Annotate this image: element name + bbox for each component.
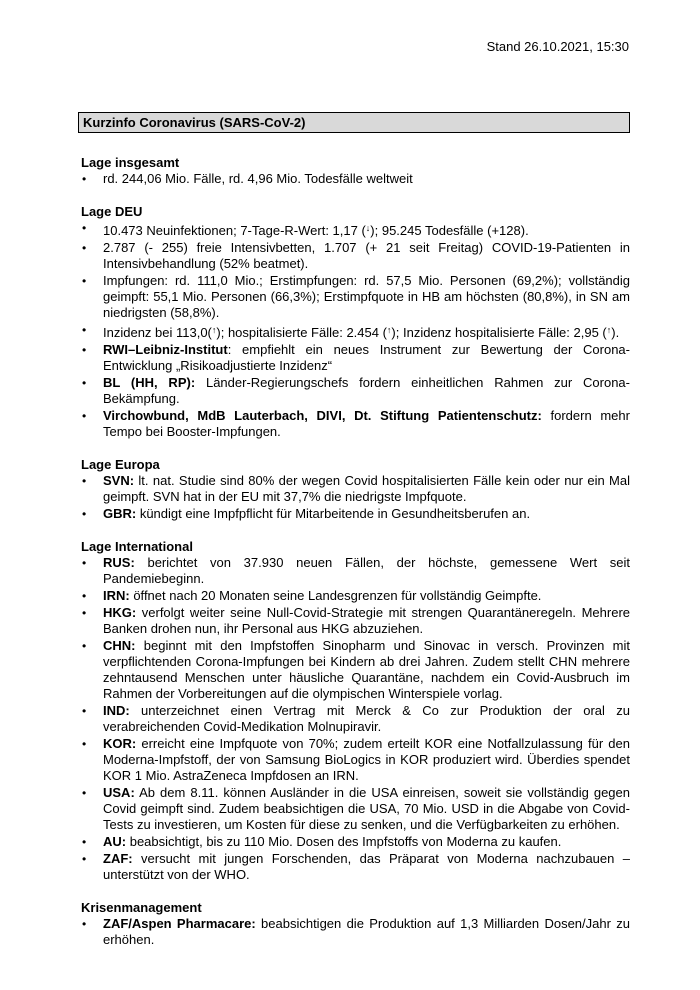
list-item [78, 322, 630, 341]
list-item [78, 588, 630, 604]
item-text: ); Inzidenz hospitalisierte Fälle: 2,95 ( [391, 325, 607, 340]
item-label: ZAF/Aspen Pharmacare: [103, 916, 256, 931]
item-label: SVN: [103, 473, 135, 488]
list-item [78, 408, 630, 440]
section-heading: Lage Europa [81, 457, 160, 472]
list-item [78, 555, 630, 587]
item-label: KOR: [103, 736, 137, 751]
item-text: fordern mehr Tempo bei Booster-Impfungen. [103, 408, 630, 439]
item-text: Ab dem 8.11. können Ausländer in die USA einreisen, soweit sie vollständig gegen Covid geimpft sind. Zudem beabsichtigen die USA, 70 Mio. USD in die Abgabe von Covid-Tests zu investieren, um Kosten für diese zu senken, und die Verfügbarkeiten zu erhöhen. [103, 785, 630, 832]
item-label: GBR: [103, 506, 137, 521]
arrow-down-icon: ↓ [365, 223, 371, 233]
section-lage-deu [78, 204, 630, 440]
bullet-list [78, 916, 630, 948]
section-lage-insgesamt [78, 155, 630, 187]
item-label: RWI–Leibniz-Institut [103, 342, 228, 357]
item-text: 10.473 Neuinfektionen; 7-Tage-R-Wert: 1,17 ( [103, 223, 366, 238]
item-label: CHN: [103, 638, 136, 653]
section-krisenmanagement [78, 900, 630, 948]
item-text: versucht mit jungen Forschenden, das Präparat von Moderna nachzubauen – unterstützt von der WHO. [103, 851, 630, 882]
item-text: : empfiehlt ein neues Instrument zur Bewertung der Corona-Entwicklung „Risikoadjustierte Inzidenz“ [103, 342, 630, 373]
bullet-list [78, 171, 630, 187]
list-item [78, 506, 630, 522]
arrow-up-icon: ↑ [211, 325, 217, 335]
item-label: Virchowbund, MdB Lauterbach, DIVI, Dt. Stiftung Patientenschutz: [103, 408, 542, 423]
list-item [78, 342, 630, 374]
bullet-list [78, 473, 630, 522]
item-text: kündigt eine Impfpflicht für Mitarbeitende in Gesundheitsberufen an. [136, 506, 531, 521]
item-label: IRN: [103, 588, 130, 603]
item-text: erreicht eine Impfquote von 70%; zudem erteilt KOR eine Notfallzulassung für den Moderna-Impfstoff, der von Samsung BioLogics in KOR produziert wird. Überdies spendet KOR 1 Mio. AstraZeneca Impfdosen an IRN. [103, 736, 630, 783]
item-text: ). [611, 325, 620, 340]
section-heading: Lage International [81, 539, 193, 554]
section-lage-europa [78, 457, 630, 522]
item-text: ); hospitalisierte Fälle: 2.454 ( [216, 325, 387, 340]
item-label: AU: [103, 834, 127, 849]
item-text: ); 95.245 Todesfälle (+128). [370, 223, 529, 238]
list-item [78, 851, 630, 883]
item-text: lt. nat. Studie sind 80% der wegen Covid hospitalisierten Fälle kein oder nur ein Mal geimpft. SVN hat in der EU mit 37,7% die niedrigste Impfquote. [103, 473, 630, 504]
section-heading: Krisenmanagement [81, 900, 202, 915]
item-text: beginnt mit den Impfstoffen Sinopharm und Sinovac in versch. Provinzen mit verpflichtenden Corona-Impfungen bei Kindern ab drei Jahren. Zudem stellt CHN mehrere zehntausend Menschen unter häusliche Quarantäne, nachdem ein Covid-Ausbruch im Rahmen der Vorbereitungen auf die olympischen Winterspiele vorlag. [103, 638, 630, 701]
item-text: öffnet nach 20 Monaten seine Landesgrenzen für vollständig Geimpfte. [129, 588, 542, 603]
document-body [78, 112, 630, 949]
document-date-stamp: Stand 26.10.2021, 15:30 [486, 39, 629, 54]
arrow-up-icon: ↑ [386, 325, 392, 335]
item-label: IND: [103, 703, 130, 718]
list-item [78, 834, 630, 850]
item-text: Länder-Regierungschefs fordern einheitlichen Rahmen zur Corona-Bekämpfung. [103, 375, 630, 406]
arrow-up-icon: ↑ [606, 325, 612, 335]
section-lage-international [78, 539, 630, 883]
item-text: beabsichtigen die Produktion auf 1,3 Milliarden Dosen/Jahr zu erhöhen. [103, 916, 630, 947]
item-text: unterzeichnet einen Vertrag mit Merck & Co zur Produktion der oral zu verabreichenden Covid-Medikation Molnupiravir. [103, 703, 630, 734]
list-item: • Impfungen: rd. 111,0 Mio.; Erstimpfungen: rd. 57,5 Mio. Personen (69,2%); vollständig geimpft: 55,1 Mio. Personen (66,3%); Erstimpfquote in HB am höchsten (80,8%), in SN am niedrigsten (58,8%). [78, 273, 630, 321]
item-label: ZAF: [103, 851, 133, 866]
list-item [78, 605, 630, 637]
item-label: USA: [103, 785, 135, 800]
list-item [78, 736, 630, 784]
item-text: berichtet von 37.930 neuen Fällen, der höchste, gemessene Wert seit Pandemiebeginn. [103, 555, 630, 586]
item-label: RUS: [103, 555, 135, 570]
list-item [78, 785, 630, 833]
list-item [78, 703, 630, 735]
bullet-list [78, 555, 630, 883]
document-title: Kurzinfo Coronavirus (SARS-CoV-2) [78, 112, 630, 133]
section-heading: Lage DEU [81, 204, 143, 219]
item-text: beabsichtigt, bis zu 110 Mio. Dosen des Impfstoffs von Moderna zu kaufen. [126, 834, 562, 849]
item-label: HKG: [103, 605, 137, 620]
bullet-list [78, 220, 630, 440]
list-item [78, 375, 630, 407]
item-text: verfolgt weiter seine Null-Covid-Strategie mit strengen Quarantäneregeln. Mehrere Banken drohen nun, ihr Personal aus HKG abzuziehen. [103, 605, 630, 636]
list-item: • rd. 244,06 Mio. Fälle, rd. 4,96 Mio. Todesfälle weltweit [78, 171, 630, 187]
list-item [78, 638, 630, 702]
list-item [78, 220, 630, 239]
item-label: BL (HH, RP): [103, 375, 196, 390]
list-item [78, 916, 630, 948]
section-heading: Lage insgesamt [81, 155, 180, 170]
item-text: Inzidenz bei 113,0( [103, 325, 212, 340]
list-item: • 2.787 (- 255) freie Intensivbetten, 1.707 (+ 21 seit Freitag) COVID-19-Patienten in Intensivbehandlung (52% beatmet). [78, 240, 630, 272]
list-item [78, 473, 630, 505]
